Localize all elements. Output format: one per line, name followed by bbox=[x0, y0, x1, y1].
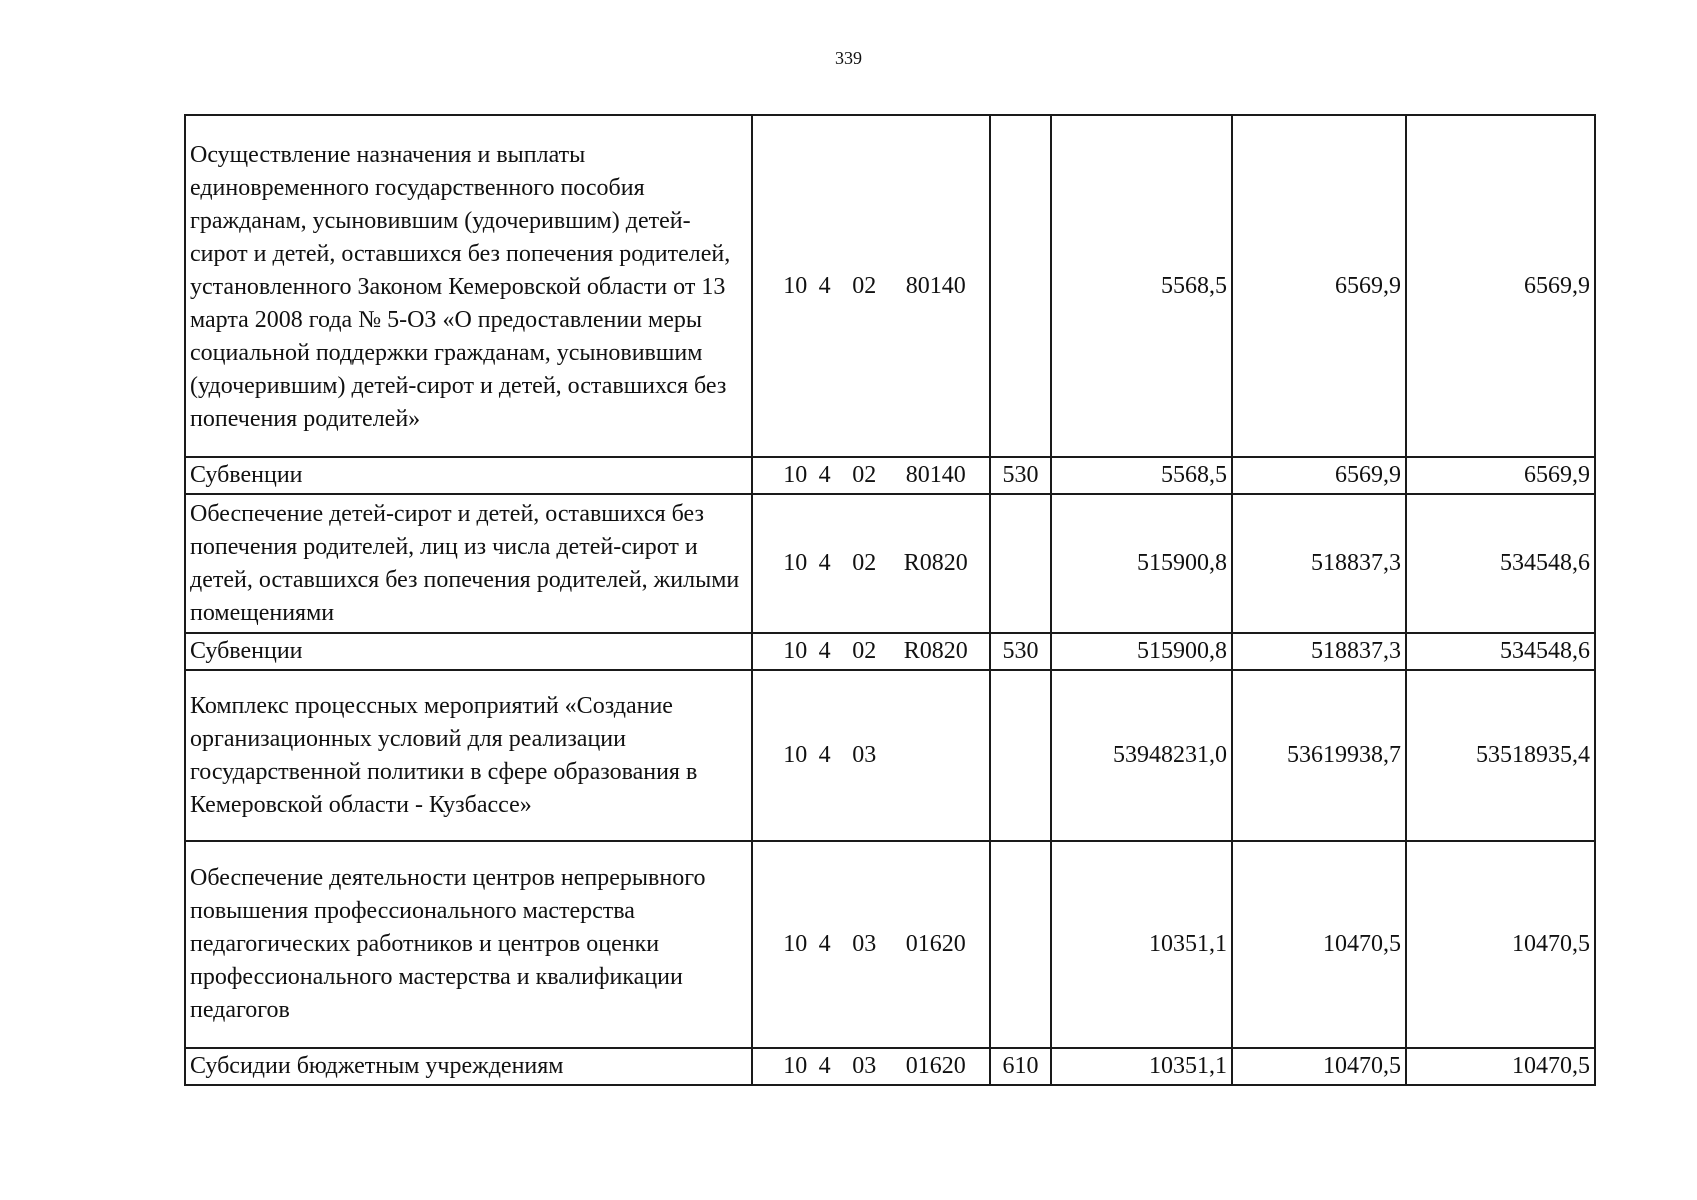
table-row bbox=[185, 633, 1595, 670]
table-row bbox=[185, 494, 1595, 633]
row-description: Субвенции bbox=[185, 457, 752, 494]
expense-type-code: 530 bbox=[990, 633, 1051, 670]
row-description: Обеспечение деятельности центров непрерывного повышения профессионального мастерства педагогических работников и центров оценки профессионального мастерства и квалификации педагогов bbox=[185, 841, 752, 1048]
article-code: 80140 bbox=[905, 462, 966, 488]
table-row bbox=[185, 457, 1595, 494]
table-row bbox=[185, 670, 1595, 841]
amount-year-2: 518837,3 bbox=[1232, 494, 1406, 633]
section-code: 10 bbox=[783, 272, 808, 299]
program-code: 03 bbox=[852, 742, 877, 768]
subsection-code: 4 bbox=[818, 272, 831, 299]
program-code: 03 bbox=[852, 1053, 877, 1079]
subsection-code: 4 bbox=[818, 550, 831, 576]
section-code: 10 bbox=[783, 931, 808, 957]
amount-year-1: 515900,8 bbox=[1051, 494, 1232, 633]
section-code: 10 bbox=[783, 462, 808, 488]
section-code: 10 bbox=[783, 742, 808, 768]
row-codes bbox=[752, 841, 990, 1048]
expense-type-code bbox=[990, 494, 1051, 633]
article-code: 80140 bbox=[905, 272, 966, 299]
subsection-code: 4 bbox=[818, 462, 831, 488]
row-description: Субвенции bbox=[185, 633, 752, 670]
expense-type-code bbox=[990, 115, 1051, 457]
program-code: 02 bbox=[852, 462, 877, 488]
row-codes bbox=[752, 633, 990, 670]
article-code: 01620 bbox=[905, 1053, 966, 1079]
amount-year-3: 10470,5 bbox=[1406, 1048, 1595, 1085]
amount-year-2: 518837,3 bbox=[1232, 633, 1406, 670]
row-codes bbox=[752, 1048, 990, 1085]
expense-type-code: 610 bbox=[990, 1048, 1051, 1085]
subsection-code: 4 bbox=[818, 638, 831, 664]
row-codes bbox=[752, 494, 990, 633]
amount-year-2: 53619938,7 bbox=[1232, 670, 1406, 841]
section-code: 10 bbox=[783, 1053, 808, 1079]
program-code: 03 bbox=[852, 931, 877, 957]
amount-year-3: 534548,6 bbox=[1406, 494, 1595, 633]
amount-year-1: 53948231,0 bbox=[1051, 670, 1232, 841]
article-code: 01620 bbox=[905, 931, 966, 957]
row-description: Осуществление назначения и выплаты единовременного государственного пособия гражданам, усыновившим (удочерившим) детей-сирот и детей, оставшихся без попечения родителей, установленного Законом Кемеровской области от 13 марта 2008 года № 5-ОЗ «О предоставлении меры социальной поддержки гражданам, усыновившим (удочерившим) детей-сирот и детей, оставшихся без попечения родителей» bbox=[185, 115, 752, 457]
section-code: 10 bbox=[783, 638, 808, 664]
program-code: 02 bbox=[852, 638, 877, 664]
row-description: Комплекс процессных мероприятий «Создание организационных условий для реализации государственной политики в сфере образования в Кемеровской области - Кузбассе» bbox=[185, 670, 752, 841]
subsection-code: 4 bbox=[818, 742, 831, 768]
row-codes bbox=[752, 670, 990, 841]
article-code: R0820 bbox=[903, 638, 968, 664]
budget-table bbox=[184, 114, 1596, 1086]
page-number: 339 bbox=[835, 48, 862, 68]
amount-year-1: 10351,1 bbox=[1051, 841, 1232, 1048]
row-description: Обеспечение детей-сирот и детей, оставшихся без попечения родителей, лиц из числа детей-сирот и детей, оставшихся без попечения родителей, жилыми помещениями bbox=[185, 494, 752, 633]
amount-year-3: 6569,9 bbox=[1406, 115, 1595, 457]
amount-year-1: 10351,1 bbox=[1051, 1048, 1232, 1085]
amount-year-1: 5568,5 bbox=[1051, 115, 1232, 457]
table-row bbox=[185, 1048, 1595, 1085]
amount-year-3: 6569,9 bbox=[1406, 457, 1595, 494]
table-row bbox=[185, 115, 1595, 457]
amount-year-3: 53518935,4 bbox=[1406, 670, 1595, 841]
expense-type-code bbox=[990, 841, 1051, 1048]
article-code: R0820 bbox=[903, 550, 968, 576]
amount-year-1: 515900,8 bbox=[1051, 633, 1232, 670]
amount-year-3: 534548,6 bbox=[1406, 633, 1595, 670]
row-codes bbox=[752, 115, 990, 457]
amount-year-1: 5568,5 bbox=[1051, 457, 1232, 494]
table-row bbox=[185, 841, 1595, 1048]
row-codes bbox=[752, 457, 990, 494]
program-code: 02 bbox=[852, 272, 877, 299]
amount-year-2: 10470,5 bbox=[1232, 1048, 1406, 1085]
subsection-code: 4 bbox=[818, 931, 831, 957]
section-code: 10 bbox=[783, 550, 808, 576]
amount-year-3: 10470,5 bbox=[1406, 841, 1595, 1048]
program-code: 02 bbox=[852, 550, 877, 576]
amount-year-2: 6569,9 bbox=[1232, 457, 1406, 494]
expense-type-code bbox=[990, 670, 1051, 841]
amount-year-2: 6569,9 bbox=[1232, 115, 1406, 457]
amount-year-2: 10470,5 bbox=[1232, 841, 1406, 1048]
expense-type-code: 530 bbox=[990, 457, 1051, 494]
subsection-code: 4 bbox=[818, 1053, 831, 1079]
row-description: Субсидии бюджетным учреждениям bbox=[185, 1048, 752, 1085]
